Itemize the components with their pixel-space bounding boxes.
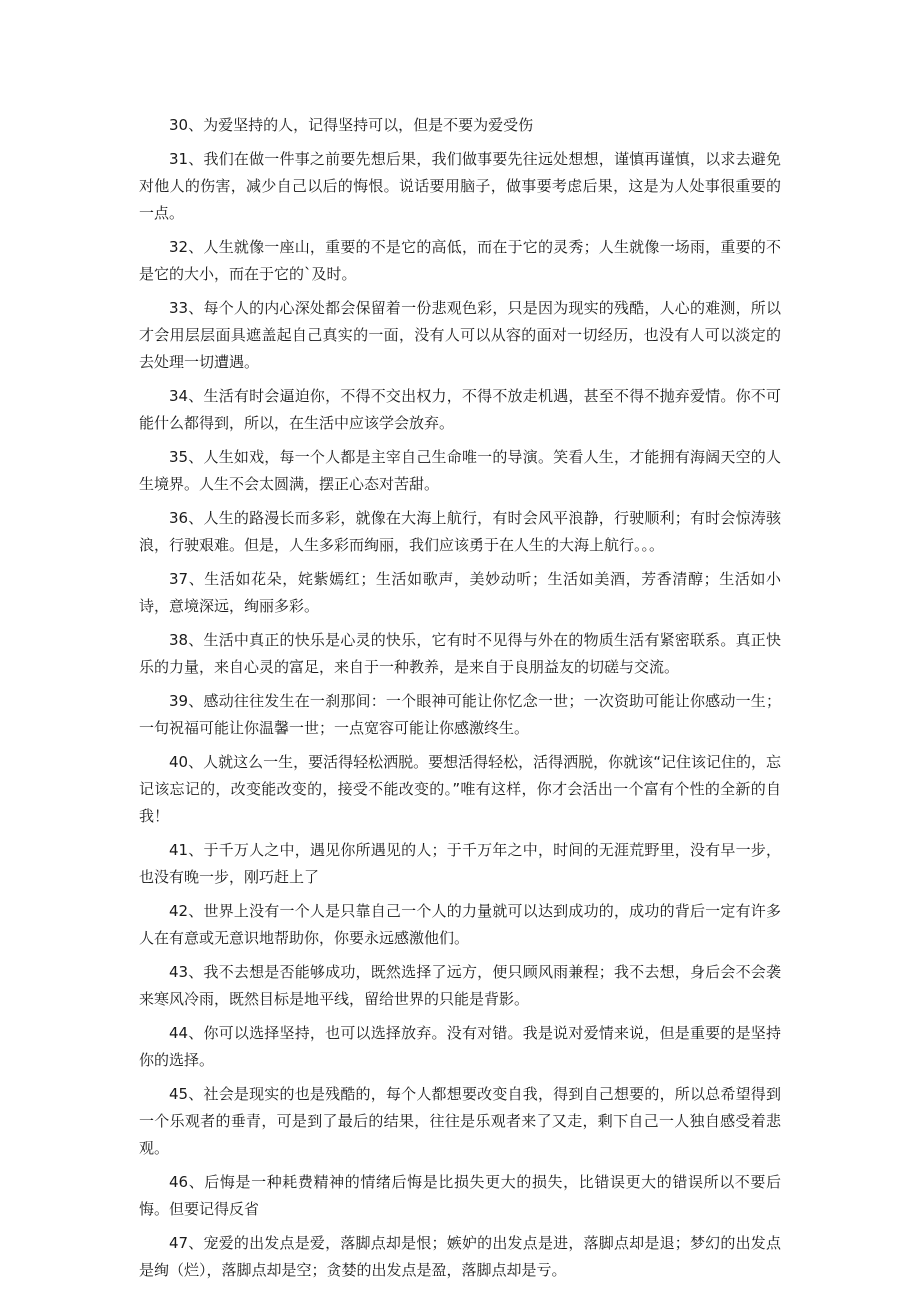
paragraph-32: 32、人生就像一座山，重要的不是它的高低，而在于它的灵秀；人生就像一场雨，重要的不是它的大小，而在于它的`及时。 [139, 238, 781, 283]
paragraph-45: 45、社会是现实的也是残酷的，每个人都想要改变自我，得到自己想要的，所以总希望得到一个乐观者的垂青，可是到了最后的结果，往往是乐观者来了又走，剩下自己一人独自感受着悲观。 [139, 1085, 781, 1157]
paragraph-40: 40、人就这么一生，要活得轻松洒脱。要想活得轻松，活得洒脱，你就该“记住该记住的，忘记该忘记的，改变能改变的，接受不能改变的。”唯有这样，你才会活出一个富有个性的全新的自我！ [139, 753, 781, 825]
document-body [139, 112, 781, 1291]
paragraph-41: 41、于千万人之中，遇见你所遇见的人；于千万年之中，时间的无涯荒野里，没有早一步，也没有晚一步，刚巧赶上了 [139, 841, 781, 886]
paragraph-43: 43、我不去想是否能够成功，既然选择了远方，便只顾风雨兼程；我不去想，身后会不会袭来寒风冷雨，既然目标是地平线，留给世界的只能是背影。 [139, 963, 781, 1008]
paragraph-46: 46、后悔是一种耗费精神的情绪后悔是比损失更大的损失，比错误更大的错误所以不要后悔。但要记得反省 [139, 1173, 781, 1218]
paragraph-34: 34、生活有时会逼迫你，不得不交出权力，不得不放走机遇，甚至不得不抛弃爱情。你不可能什么都得到，所以，在生活中应该学会放弃。 [139, 387, 781, 432]
paragraph-35: 35、人生如戏，每一个人都是主宰自己生命唯一的导演。笑看人生，才能拥有海阔天空的人生境界。人生不会太圆满，摆正心态对苦甜。 [139, 448, 781, 493]
paragraph-31: 31、我们在做一件事之前要先想后果，我们做事要先往远处想想，谨慎再谨慎，以求去避免对他人的伤害，减少自己以后的悔恨。说话要用脑子，做事要考虑后果，这是为人处事很重要的一点。 [139, 150, 781, 222]
paragraph-38: 38、生活中真正的快乐是心灵的快乐，它有时不见得与外在的物质生活有紧密联系。真正快乐的力量，来自心灵的富足，来自于一种教养，是来自于良朋益友的切磋与交流。 [139, 631, 781, 676]
paragraph-36: 36、人生的路漫长而多彩，就像在大海上航行，有时会风平浪静，行驶顺利；有时会惊涛骇浪，行驶艰难。但是，人生多彩而绚丽，我们应该勇于在人生的大海上航行。。。 [139, 509, 781, 554]
paragraph-44: 44、你可以选择坚持，也可以选择放弃。没有对错。我是说对爱情来说，但是重要的是坚持你的选择。 [139, 1024, 781, 1069]
paragraph-39: 39、感动往往发生在一刹那间：一个眼神可能让你忆念一世；一次资助可能让你感动一生；一句祝福可能让你温馨一世；一点宽容可能让你感激终生。 [139, 692, 781, 737]
paragraph-30: 30、为爱坚持的人，记得坚持可以，但是不要为爱受伤 [169, 116, 534, 134]
paragraph-47: 47、宠爱的出发点是爱，落脚点却是恨；嫉妒的出发点是进，落脚点却是退；梦幻的出发点是绚（烂），落脚点却是空；贪婪的出发点是盈，落脚点却是亏。 [139, 1234, 781, 1279]
paragraph-37: 37、生活如花朵，姹紫嫣红；生活如歌声，美妙动听；生活如美酒，芳香清醇；生活如小诗，意境深远，绚丽多彩。 [139, 570, 781, 615]
paragraph-42: 42、世界上没有一个人是只靠自己一个人的力量就可以达到成功的，成功的背后一定有许多人在有意或无意识地帮助你，你要永远感激他们。 [139, 902, 781, 947]
paragraph-33: 33、每个人的内心深处都会保留着一份悲观色彩，只是因为现实的残酷，人心的难测，所以才会用层层面具遮盖起自己真实的一面，没有人可以从容的面对一切经历，也没有人可以淡定的去处理一切遭遇。 [139, 299, 781, 371]
